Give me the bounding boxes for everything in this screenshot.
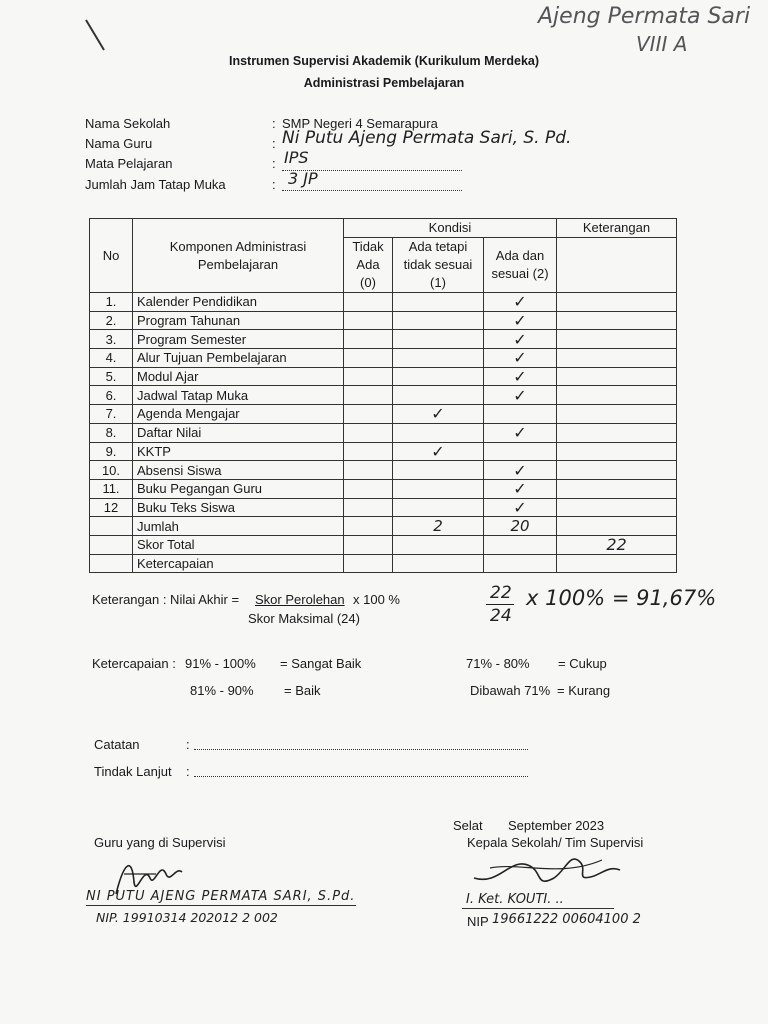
row-cell-tidak-ada [344, 442, 393, 461]
row-component: Absensi Siswa [133, 461, 344, 480]
row-check-ada-sesuai: ✓ [484, 293, 557, 312]
skor-total-label: Skor Total [133, 535, 344, 554]
scale-r1-text: = Sangat Baik [280, 656, 362, 671]
jumlah-k1: 2 [393, 517, 484, 536]
table-row [90, 442, 677, 461]
table-row [90, 311, 677, 330]
row-number: 1. [90, 293, 133, 312]
row-cell-tidak-ada [344, 479, 393, 498]
teacher-label: Nama Guru [85, 136, 153, 151]
pen-stroke-mark [84, 18, 108, 54]
row-check-ada-tidak-sesuai [393, 461, 484, 480]
school-value: SMP Negeri 4 Semarapura [282, 116, 438, 131]
row-check-ada-sesuai: ✓ [484, 367, 557, 386]
row-keterangan [557, 311, 677, 330]
principal-name-underline [462, 908, 614, 909]
hours-label: Jumlah Jam Tatap Muka [85, 177, 226, 192]
handwritten-class: VIII A [636, 32, 688, 56]
row-number: 12 [90, 498, 133, 517]
row-number: 2. [90, 311, 133, 330]
scale-r4: Dibawah 71% [470, 683, 551, 698]
row-keterangan [557, 479, 677, 498]
row-keterangan [557, 423, 677, 442]
ketercapaian-label: Ketercapaian [133, 554, 344, 573]
row-check-ada-tidak-sesuai [393, 498, 484, 517]
row-component: Alur Tujuan Pembelajaran [133, 349, 344, 368]
row-check-ada-sesuai [484, 405, 557, 424]
signature-date: September 2023 [508, 818, 605, 833]
principal-nip: 19661222 00604100 2 [492, 912, 641, 927]
row-check-ada-tidak-sesuai [393, 479, 484, 498]
hours-value: 3 JP [288, 169, 318, 188]
formula-times: x 100 % [353, 592, 400, 607]
row-cell-tidak-ada [344, 367, 393, 386]
tindak-lanjut-colon: : [186, 764, 190, 779]
jumlah-label: Jumlah [133, 517, 344, 536]
row-check-ada-sesuai: ✓ [484, 461, 557, 480]
row-check-ada-tidak-sesuai [393, 330, 484, 349]
row-cell-tidak-ada [344, 386, 393, 405]
table-row-jumlah [90, 517, 677, 536]
row-cell-tidak-ada [344, 423, 393, 442]
teacher-name-underline [86, 905, 356, 906]
table-row [90, 367, 677, 386]
table-row [90, 405, 677, 424]
scale-r3: 71% - 80% [466, 656, 530, 671]
supervision-table [89, 218, 677, 573]
table-row [90, 479, 677, 498]
principal-title: Kepala Sekolah/ Tim Supervisi [467, 835, 644, 850]
row-cell-tidak-ada [344, 311, 393, 330]
row-cell-tidak-ada [344, 405, 393, 424]
row-check-ada-tidak-sesuai [393, 367, 484, 386]
handwritten-result: x 100% = 91,67% [526, 586, 717, 610]
row-component: Daftar Nilai [133, 423, 344, 442]
scale-r2-text: = Baik [284, 683, 321, 698]
header-component: Komponen Administrasi Pembelajaran [133, 219, 344, 293]
row-check-ada-tidak-sesuai [393, 423, 484, 442]
formula-denominator: Skor Maksimal (24) [248, 611, 360, 626]
table-row [90, 461, 677, 480]
subject-colon: : [272, 156, 276, 171]
header-no: No [90, 219, 133, 293]
header-tidak-ada: Tidak Ada (0) [344, 238, 393, 293]
principal-name: I. Ket. KOUTI. .. [466, 892, 564, 907]
principal-signature [470, 848, 640, 894]
tindak-lanjut-dotted-line [194, 776, 528, 777]
row-number: 4. [90, 349, 133, 368]
table-row [90, 349, 677, 368]
row-check-ada-sesuai: ✓ [484, 498, 557, 517]
scale-r1: 91% - 100% [185, 656, 256, 671]
handwritten-fraction-bar [486, 604, 514, 605]
row-component: Buku Teks Siswa [133, 498, 344, 517]
hours-dotted-line [282, 190, 462, 191]
row-check-ada-tidak-sesuai [393, 349, 484, 368]
scale-r2: 81% - 90% [190, 683, 254, 698]
row-check-ada-sesuai: ✓ [484, 311, 557, 330]
row-keterangan [557, 386, 677, 405]
hours-colon: : [272, 177, 276, 192]
table-row [90, 423, 677, 442]
scale-r4-text: = Kurang [557, 683, 611, 698]
teacher-colon: : [272, 136, 276, 151]
table-row [90, 498, 677, 517]
row-check-ada-sesuai: ✓ [484, 423, 557, 442]
row-check-ada-sesuai: ✓ [484, 349, 557, 368]
row-number: 6. [90, 386, 133, 405]
table-row [90, 386, 677, 405]
row-number: 10. [90, 461, 133, 480]
table-row [90, 330, 677, 349]
row-check-ada-tidak-sesuai [393, 311, 484, 330]
row-component: Jadwal Tatap Muka [133, 386, 344, 405]
row-keterangan [557, 442, 677, 461]
row-check-ada-tidak-sesuai: ✓ [393, 405, 484, 424]
table-row-skor-total [90, 535, 677, 554]
row-number: 7. [90, 405, 133, 424]
scale-label: Ketercapaian : [92, 656, 176, 671]
row-check-ada-sesuai: ✓ [484, 330, 557, 349]
school-label: Nama Sekolah [85, 116, 171, 131]
row-component: Program Tahunan [133, 311, 344, 330]
row-component: Modul Ajar [133, 367, 344, 386]
handwritten-student-name: Ajeng Permata Sari [538, 4, 751, 29]
table-row [90, 293, 677, 312]
catatan-colon: : [186, 737, 190, 752]
row-check-ada-sesuai: ✓ [484, 479, 557, 498]
document-title: Instrumen Supervisi Akademik (Kurikulum Merdeka) [228, 54, 540, 68]
row-component: Kalender Pendidikan [133, 293, 344, 312]
row-check-ada-tidak-sesuai: ✓ [393, 442, 484, 461]
row-check-ada-sesuai: ✓ [484, 386, 557, 405]
catatan-dotted-line [194, 749, 528, 750]
row-cell-tidak-ada [344, 498, 393, 517]
row-keterangan [557, 461, 677, 480]
teacher-value: Ni Putu Ajeng Permata Sari, S. Pd. [282, 128, 572, 148]
school-colon: : [272, 116, 276, 131]
row-keterangan [557, 293, 677, 312]
row-number: 8. [90, 423, 133, 442]
header-ada-sesuai: Ada dan sesuai (2) [484, 238, 557, 293]
row-number: 3. [90, 330, 133, 349]
row-keterangan [557, 330, 677, 349]
signature-place: Selat [453, 818, 483, 833]
handwritten-numerator: 22 [490, 583, 512, 603]
row-keterangan [557, 367, 677, 386]
scale-r3-text: = Cukup [558, 656, 607, 671]
teacher-nip: NIP. 19910314 202012 2 002 [96, 910, 278, 925]
subject-value: IPS [284, 148, 309, 167]
formula-numerator: Skor Perolehan [255, 592, 345, 607]
row-cell-tidak-ada [344, 293, 393, 312]
row-number: 9. [90, 442, 133, 461]
row-check-ada-tidak-sesuai [393, 386, 484, 405]
handwritten-denominator: 24 [490, 606, 512, 626]
row-component: Agenda Mengajar [133, 405, 344, 424]
row-number: 5. [90, 367, 133, 386]
row-keterangan [557, 405, 677, 424]
row-cell-tidak-ada [344, 330, 393, 349]
row-check-ada-sesuai [484, 442, 557, 461]
catatan-label: Catatan [94, 737, 140, 752]
subject-label: Mata Pelajaran [85, 156, 173, 171]
jumlah-k2: 20 [484, 517, 557, 536]
table-row-ketercapaian [90, 554, 677, 573]
tindak-lanjut-label: Tindak Lanjut [94, 764, 172, 779]
header-keterangan: Keterangan [557, 219, 677, 238]
row-component: Program Semester [133, 330, 344, 349]
row-cell-tidak-ada [344, 461, 393, 480]
formula-label: Keterangan : Nilai Akhir = [92, 592, 240, 607]
skor-total-value: 22 [557, 535, 677, 554]
header-keterangan-blank [557, 238, 677, 293]
teacher-name: NI PUTU AJENG PERMATA SARI, S.Pd. [86, 889, 356, 904]
row-check-ada-tidak-sesuai [393, 293, 484, 312]
row-number: 11. [90, 479, 133, 498]
row-keterangan [557, 498, 677, 517]
row-component: KKTP [133, 442, 344, 461]
row-keterangan [557, 349, 677, 368]
supervised-teacher-title: Guru yang di Supervisi [94, 835, 226, 850]
row-cell-tidak-ada [344, 349, 393, 368]
row-component: Buku Pegangan Guru [133, 479, 344, 498]
header-kondisi: Kondisi [344, 219, 557, 238]
document-subtitle: Administrasi Pembelajaran [303, 76, 465, 90]
principal-nip-label: NIP [467, 914, 489, 929]
header-ada-tidak-sesuai: Ada tetapi tidak sesuai (1) [393, 238, 484, 293]
